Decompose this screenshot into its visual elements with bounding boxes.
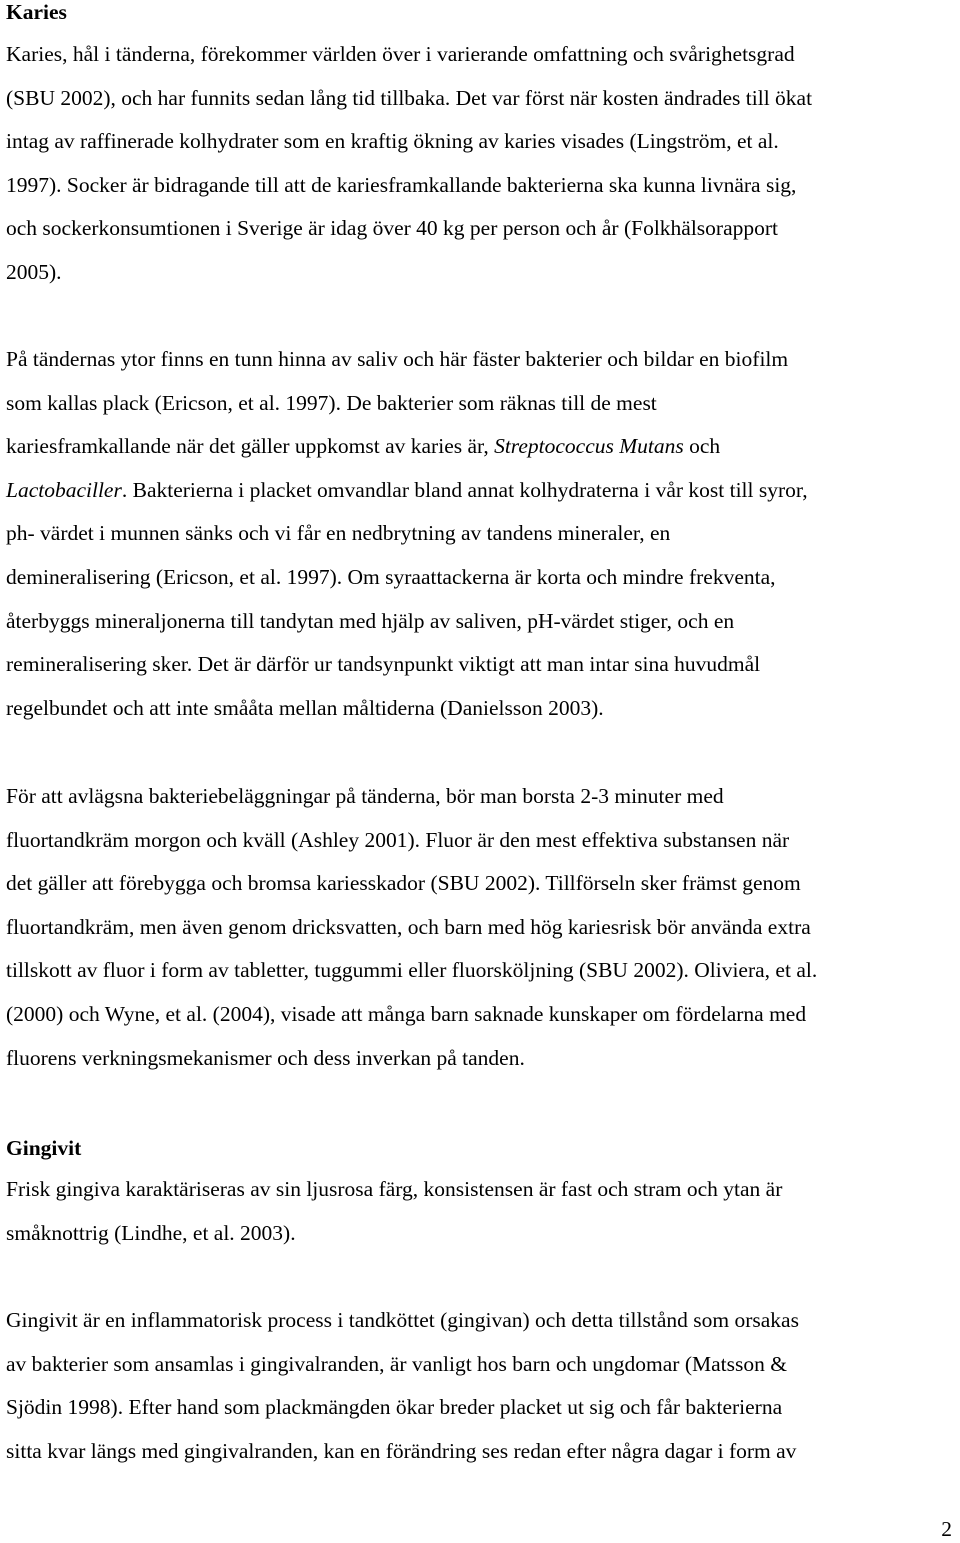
text-line: det gäller att förebygga och bromsa kariesskador (SBU 2002). Tillförseln sker främst genom bbox=[6, 871, 801, 896]
text-line: fluorens verkningsmekanismer och dess inverkan på tanden. bbox=[6, 1045, 525, 1070]
text-line: 2005). bbox=[6, 259, 62, 284]
text-line: För att avlägsna bakteriebeläggningar på tänderna, bör man borsta 2-3 minuter med bbox=[6, 784, 724, 808]
text-line: fluortandkräm, men även genom dricksvatten, och barn med hög kariesrisk bör använda extra bbox=[6, 914, 811, 939]
text-line: (2000) och Wyne, et al. (2004), visade att många barn saknade kunskaper om fördelarna med bbox=[6, 1001, 807, 1026]
text-line: fluortandkräm morgon och kväll (Ashley 2001). Fluor är den mest effektiva substansen när bbox=[6, 827, 790, 852]
text-line: Gingivit är en inflammatorisk process i tandköttet (gingivan) och detta tillstånd som orsakas bbox=[6, 1308, 799, 1332]
text-segment: kariesframkallande när det gäller uppkomst av karies är, bbox=[6, 434, 495, 459]
text-line-with-species bbox=[6, 425, 808, 469]
text-line: Frisk gingiva karaktäriseras av sin ljusrosa färg, konsistensen är fast och stram och ytan är bbox=[6, 1177, 783, 1201]
paragraph-karies-intro bbox=[6, 33, 812, 295]
text-line: återbyggs mineraljonerna till tandytan med hjälp av saliven, pH-värdet stiger, och en bbox=[6, 608, 735, 633]
text-line: demineralisering (Ericson, et al. 1997). Om syraattackerna är korta och mindre frekventa, bbox=[6, 564, 776, 589]
text-line: tillskott av fluor i form av tabletter, tuggummi eller fluorsköljning (SBU 2002). Oliviera, et al. bbox=[6, 958, 818, 983]
text-line: 1997). Socker är bidragande till att de kariesframkallande bakterierna ska kunna livnära sig, bbox=[6, 172, 797, 197]
text-line: På tändernas ytor finns en tunn hinna av saliv och här fäster bakterier och bildar en biofilm bbox=[6, 347, 789, 371]
text-line: av bakterier som ansamlas i gingivalranden, är vanligt hos barn och ungdomar (Matsson & bbox=[6, 1351, 787, 1376]
text-line: regelbundet och att inte smååta mellan måltiderna (Danielsson 2003). bbox=[6, 695, 604, 720]
species-name-lactobaciller: Lactobaciller bbox=[6, 477, 122, 502]
text-line: som kallas plack (Ericson, et al. 1997). De bakterier som räknas till de mest bbox=[6, 390, 657, 415]
paragraph-plack-biofilm bbox=[6, 338, 808, 730]
paragraph-fluor bbox=[6, 775, 817, 1080]
paragraph-frisk-gingiva bbox=[6, 1168, 782, 1255]
species-name-streptococcus: Streptococcus Mutans bbox=[494, 434, 684, 459]
text-segment: och bbox=[683, 434, 721, 459]
text-segment: . Bakterierna i placket omvandlar bland annat kolhydraterna i vår kost till syror, bbox=[121, 477, 808, 502]
text-line: sitta kvar längs med gingivalranden, kan en förändring ses redan efter några dagar i form av bbox=[6, 1438, 797, 1463]
text-line: (SBU 2002), och har funnits sedan lång tid tillbaka. Det var först när kosten ändrades till ökat bbox=[6, 85, 813, 110]
text-line: och sockerkonsumtionen i Sverige är idag över 40 kg per person och år (Folkhälsorapport bbox=[6, 216, 779, 241]
text-line-with-species bbox=[6, 469, 808, 513]
text-line: Sjödin 1998). Efter hand som plackmängden ökar breder placket ut sig och får bakterierna bbox=[6, 1395, 783, 1420]
text-line: ph- värdet i munnen sänks och vi får en nedbrytning av tandens mineraler, en bbox=[6, 521, 671, 546]
text-line: Karies, hål i tänderna, förekommer världen över i varierande omfattning och svårighetsgrad bbox=[6, 42, 795, 66]
section-heading-gingivit: Gingivit bbox=[6, 1136, 82, 1160]
section-heading-karies: Karies bbox=[6, 0, 67, 24]
page-number: 2 bbox=[941, 1517, 952, 1541]
paragraph-gingivit-process bbox=[6, 1299, 799, 1473]
text-line: remineralisering sker. Det är därför ur tandsynpunkt viktigt att man intar sina huvudmål bbox=[6, 652, 761, 677]
text-line: småknottrig (Lindhe, et al. 2003). bbox=[6, 1220, 296, 1245]
text-line: intag av raffinerade kolhydrater som en kraftig ökning av karies visades (Lingström, et al. bbox=[6, 129, 779, 154]
